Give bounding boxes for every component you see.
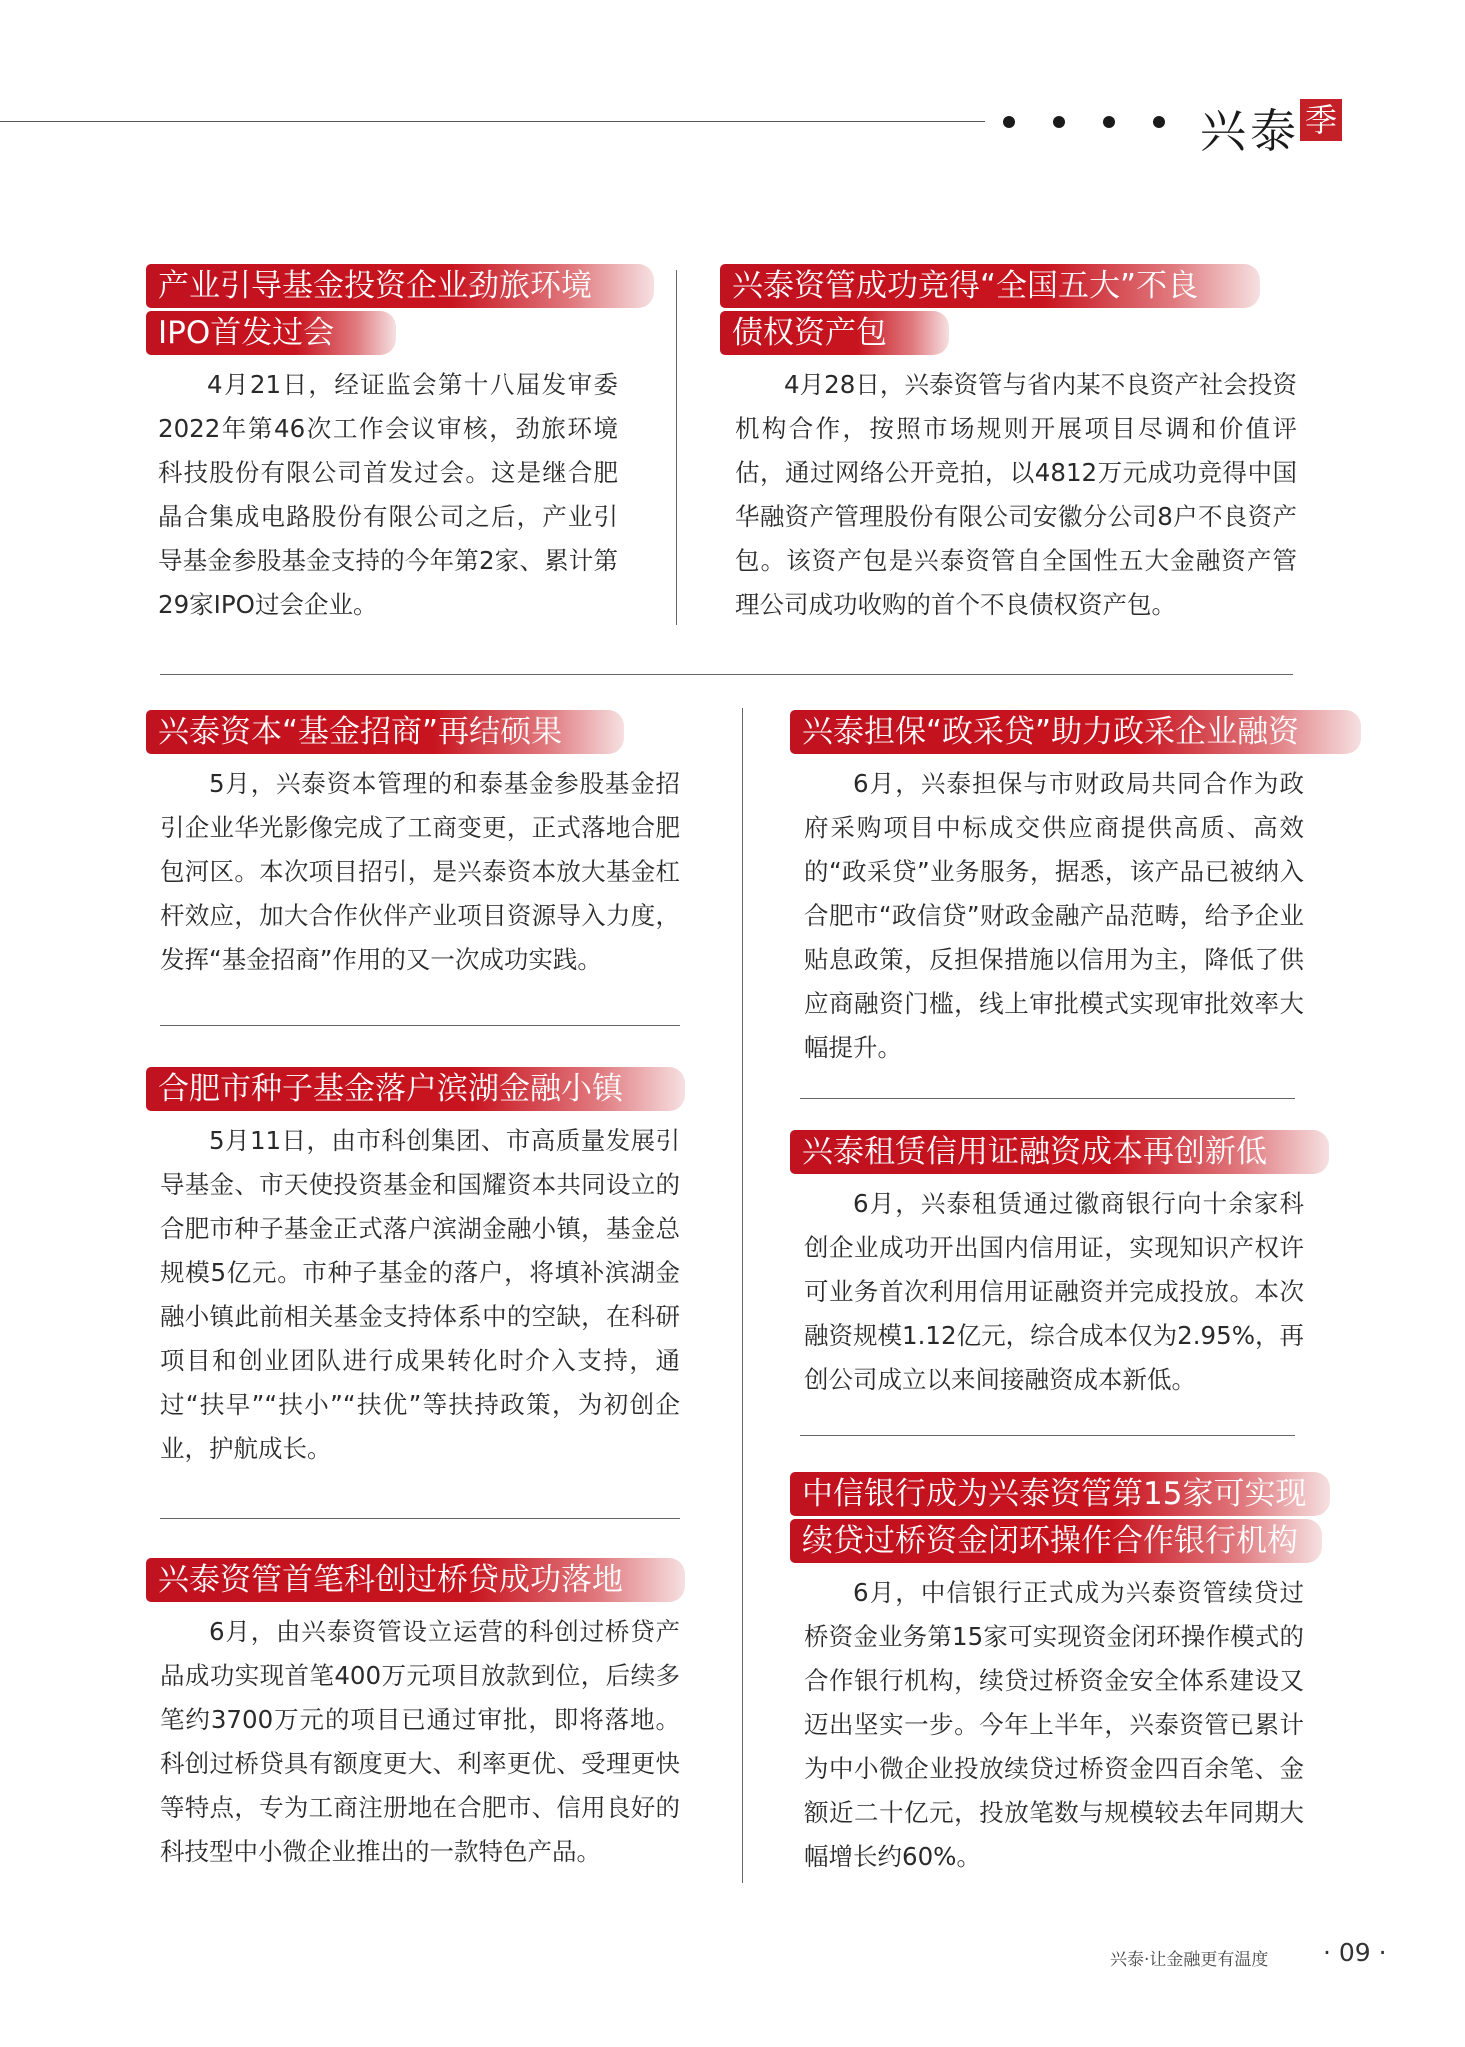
- news-article: [146, 264, 620, 627]
- article-title-line: 中信银行成为兴泰资管第15家可实现: [790, 1472, 1330, 1516]
- article-body: 4月28日，兴泰资管与省内某不良资产社会投资机构合作，按照市场规则开展项目尽调和价值评估，通过网络公开竞拍，以4812万元成功竞得中国华融资产管理股份有限公司安徽分公司8户不良资产包。该资产包是兴泰资管自全国性五大金融资产管理公司成功收购的首个不良债权资产包。: [735, 370, 1297, 619]
- news-article: [790, 1130, 1320, 1402]
- article-title: [790, 1472, 1320, 1563]
- news-article: [146, 710, 686, 982]
- article-title-line: 兴泰担保“政采贷”助力政采企业融资: [790, 710, 1361, 754]
- column-divider: [742, 708, 743, 1883]
- section-divider: [160, 1518, 680, 1519]
- brand-seal: 季: [1300, 99, 1342, 141]
- header-dot: [1103, 116, 1115, 128]
- article-title: [146, 710, 686, 754]
- article-body: 6月，中信银行正式成为兴泰资管续贷过桥资金业务第15家可实现资金闭环操作模式的合作银行机构，续贷过桥资金安全体系建设又迈出坚实一步。今年上半年，兴泰资管已累计为中小微企业投放续贷过桥资金四百余笔、金额近二十亿元，投放笔数与规模较去年同期大幅增长约60%。: [804, 1578, 1304, 1871]
- article-body: 5月11日，由市科创集团、市高质量发展引导基金、市天使投资基金和国耀资本共同设立的合肥市种子基金正式落户滨湖金融小镇，基金总规模5亿元。市种子基金的落户，将填补滨湖金融小镇此前相关基金支持体系中的空缺，在科研项目和创业团队进行成果转化时介入支持，通过“扶早”“扶小”“扶优”等扶持政策，为初创企业，护航成长。: [160, 1126, 680, 1463]
- article-title-line: 产业引导基金投资企业劲旅环境: [146, 264, 654, 308]
- article-title-line: 兴泰租赁信用证融资成本再创新低: [790, 1130, 1329, 1174]
- news-article: [720, 264, 1310, 627]
- footer-slogan: 兴泰·让金融更有温度: [1110, 1950, 1269, 1970]
- section-divider: [160, 674, 1293, 675]
- article-title: [720, 264, 1310, 355]
- article-body: 4月21日，经证监会第十八届发审委2022年第46次工作会议审核，劲旅环境科技股份有限公司首发过会。这是继合肥晶合集成电路股份有限公司之后，产业引导基金参股基金支持的今年第2家、累计第29家IPO过会企业。: [158, 370, 618, 619]
- header-dot: [1053, 116, 1065, 128]
- article-title-line: 续贷过桥资金闭环操作合作银行机构: [790, 1519, 1322, 1563]
- article-body: 6月，兴泰租赁通过徽商银行向十余家科创企业成功开出国内信用证，实现知识产权许可业务首次利用信用证融资并完成投放。本次融资规模1.12亿元，综合成本仅为2.95%，再创公司成立以来间接融资成本新低。: [804, 1189, 1304, 1394]
- article-title-line: 兴泰资管成功竞得“全国五大”不良: [720, 264, 1260, 308]
- article-title: [146, 1558, 686, 1602]
- article-title: [790, 1130, 1320, 1174]
- article-title-line: 兴泰资本“基金招商”再结硕果: [146, 710, 624, 754]
- article-body: 6月，由兴泰资管设立运营的科创过桥贷产品成功实现首笔400万元项目放款到位，后续多笔约3700万元的项目已通过审批，即将落地。科创过桥贷具有额度更大、利率更优、受理更快等特点，专为工商注册地在合肥市、信用良好的科技型中小微企业推出的一款特色产品。: [160, 1617, 680, 1866]
- column-divider: [676, 270, 677, 625]
- header-dot: [1153, 116, 1165, 128]
- section-divider: [800, 1435, 1295, 1436]
- section-divider: [800, 1098, 1295, 1099]
- article-title-line: IPO首发过会: [146, 311, 396, 355]
- article-title-line: 兴泰资管首笔科创过桥贷成功落地: [146, 1558, 685, 1602]
- header-rule: [0, 121, 985, 122]
- article-title: [146, 1067, 686, 1111]
- news-article: [790, 1472, 1320, 1879]
- news-article: [146, 1558, 686, 1874]
- article-title: [790, 710, 1320, 754]
- article-title-line: 合肥市种子基金落户滨湖金融小镇: [146, 1067, 685, 1111]
- section-divider: [160, 1025, 680, 1026]
- article-body: 5月，兴泰资本管理的和泰基金参股基金招引企业华光影像完成了工商变更，正式落地合肥包河区。本次项目招引，是兴泰资本放大基金杠杆效应，加大合作伙伴产业项目资源导入力度，发挥“基金招商”作用的又一次成功实践。: [160, 769, 680, 974]
- article-title-line: 债权资产包: [720, 311, 949, 355]
- article-title: [146, 264, 620, 355]
- header-dot: [1003, 116, 1015, 128]
- news-article: [146, 1067, 686, 1471]
- page-number: · 09 ·: [1323, 1938, 1387, 1967]
- article-body: 6月，兴泰担保与市财政局共同合作为政府采购项目中标成交供应商提供高质、高效的“政采贷”业务服务，据悉，该产品已被纳入合肥市“政信贷”财政金融产品范畴，给予企业贴息政策，反担保措施以信用为主，降低了供应商融资门槛，线上审批模式实现审批效率大幅提升。: [804, 769, 1304, 1062]
- magazine-brand: 兴泰: [1200, 104, 1300, 158]
- news-article: [790, 710, 1320, 1070]
